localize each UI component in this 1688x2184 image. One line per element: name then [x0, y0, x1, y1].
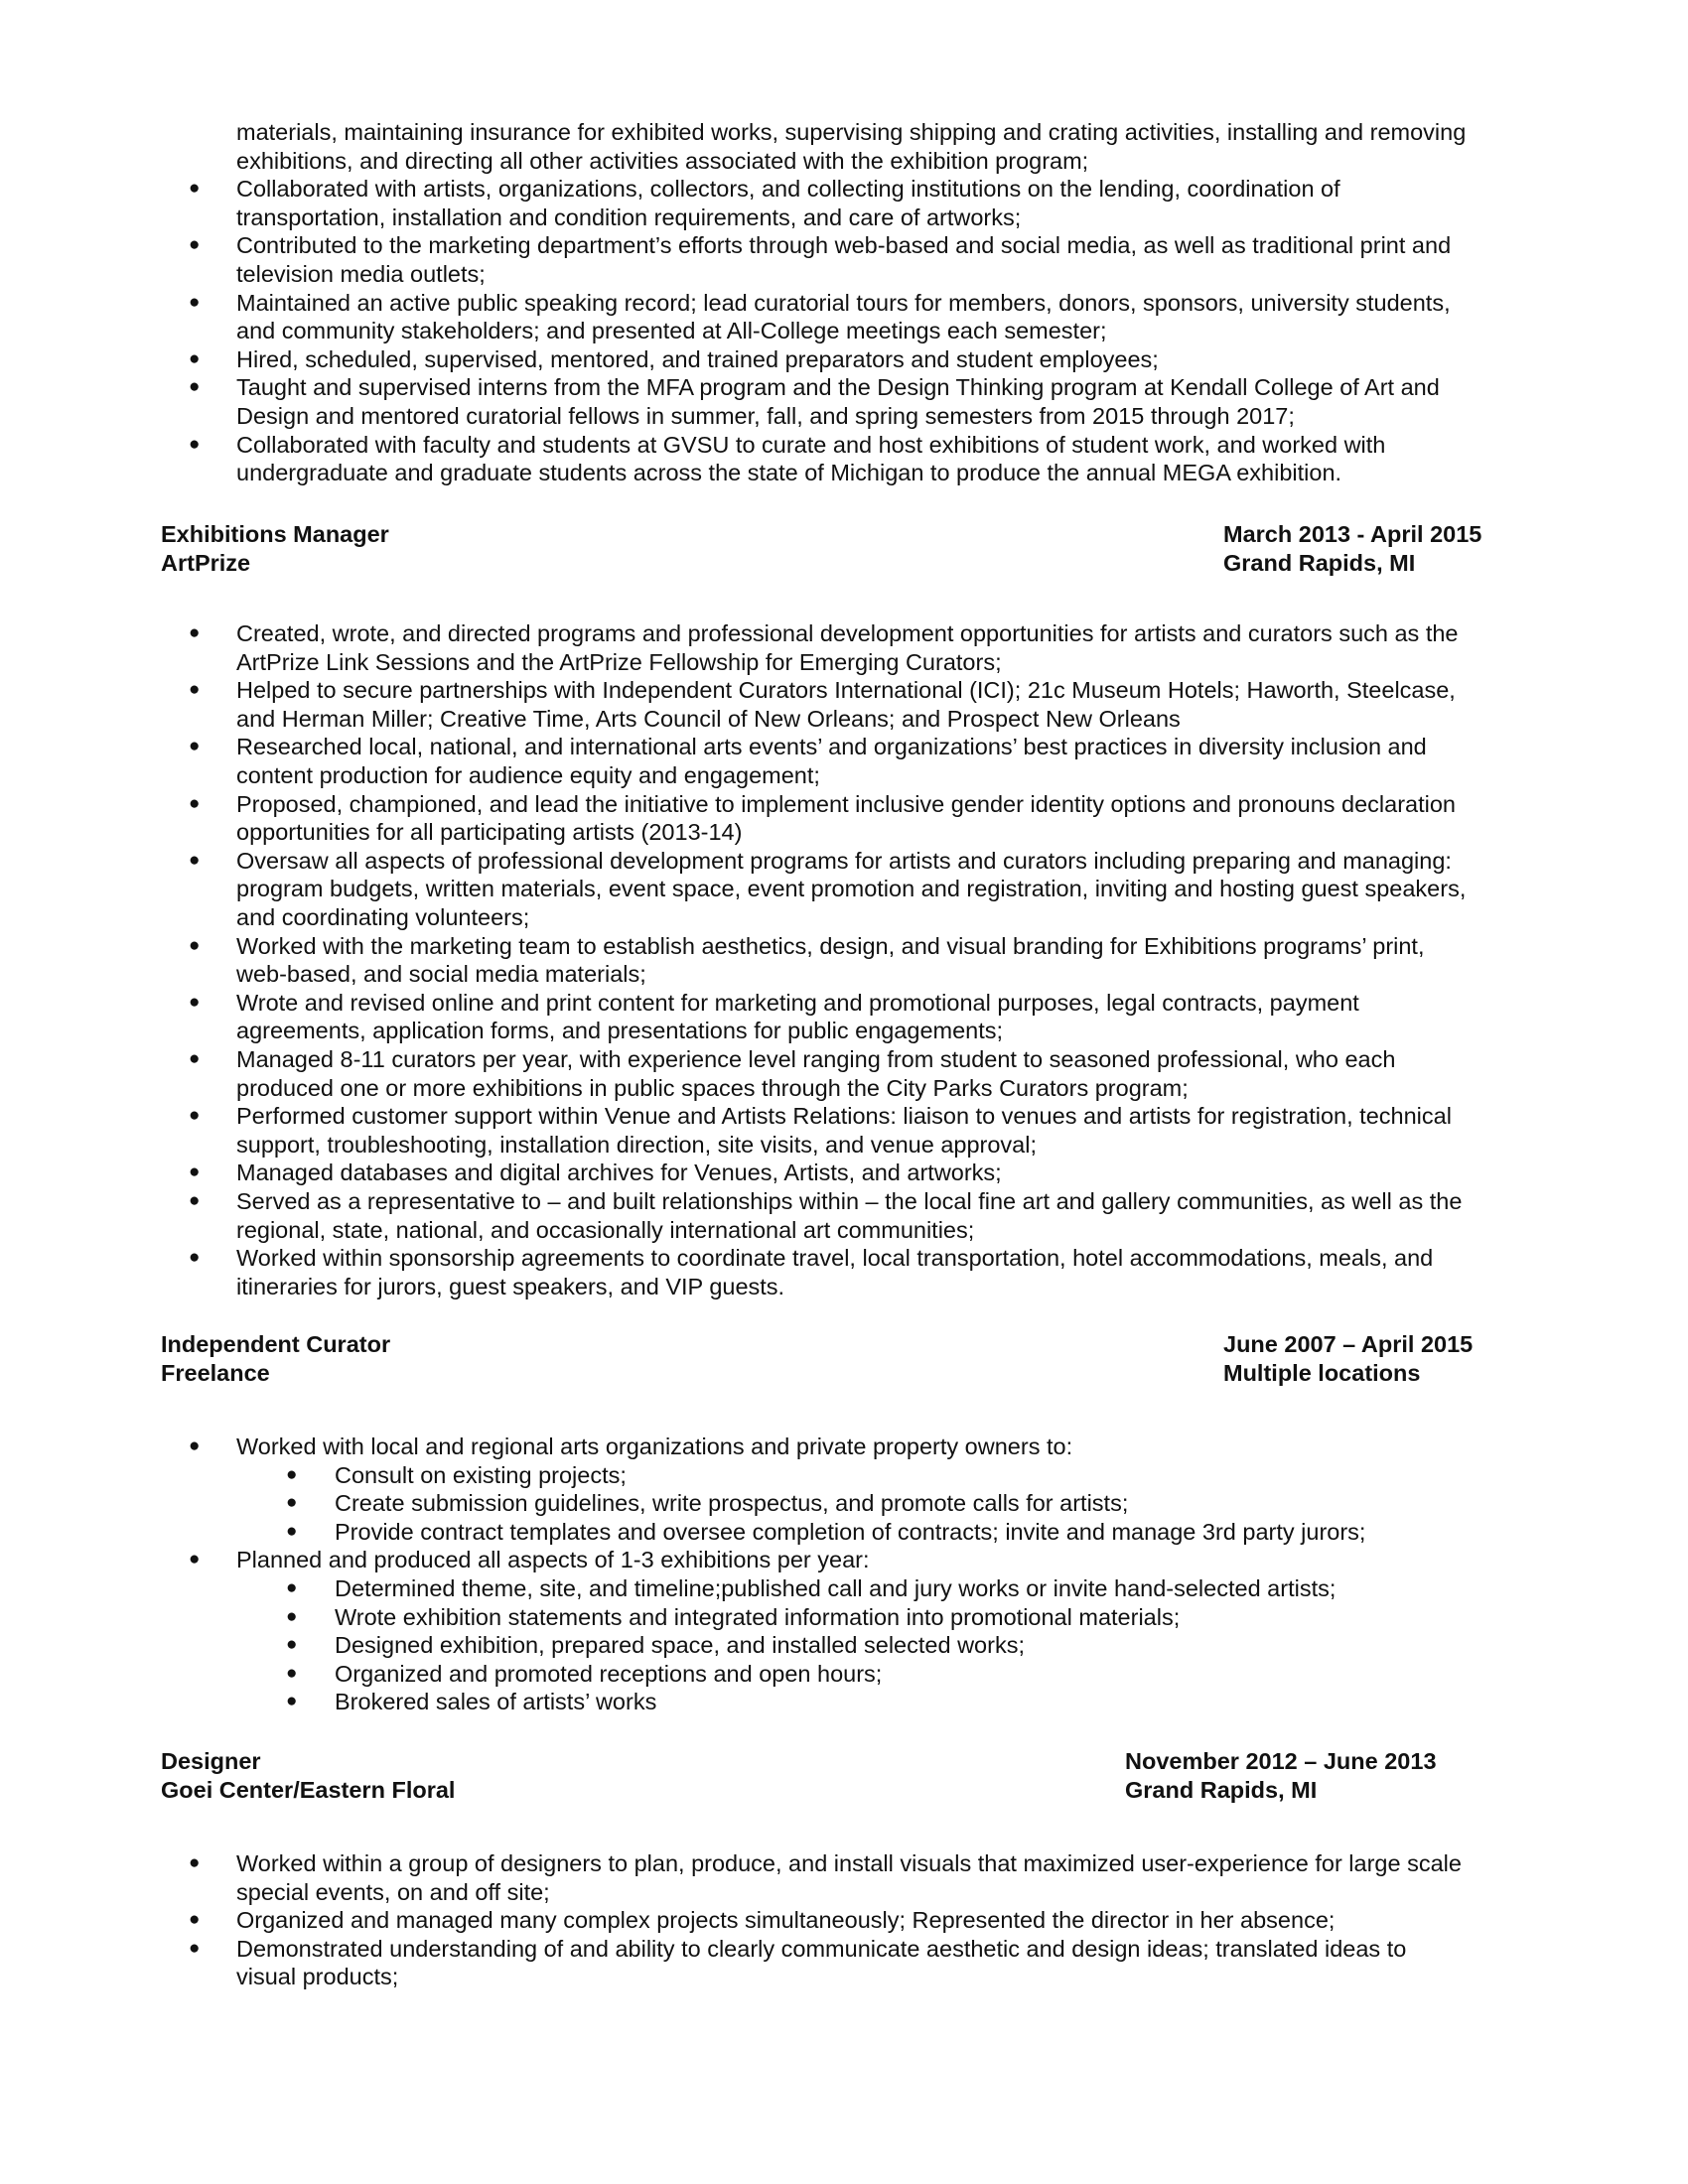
list-item-line: content production for audience equity and engagement; [236, 762, 820, 788]
bullet-dot: ● [189, 234, 201, 256]
list-item-line: Maintained an active public speaking record; lead curatorial tours for members, donors, sponsors, university students, [236, 289, 1451, 316]
bullet-dot: ● [189, 1105, 201, 1127]
list-item-line: Contributed to the marketing department’s efforts through web-based and social media, as well as traditional print and [236, 232, 1452, 259]
bullet-dot: ● [189, 1435, 201, 1456]
list-item-line: Design and mentored curatorial fellows in summer, fall, and spring semesters from 2015 through 2017; [236, 403, 1295, 429]
list-item-line: Served as a representative to – and built relationships within – the local fine art and gallery communities, as well as the [236, 1188, 1463, 1214]
bullet-dot: ● [286, 1662, 298, 1684]
list-item-line: Hired, scheduled, supervised, mentored, and trained preparators and student employees; [236, 345, 1159, 372]
job-title: Independent Curator [161, 1331, 391, 1357]
bullet-dot: ● [286, 1463, 298, 1485]
list-item-line: special events, on and off site; [236, 1878, 550, 1905]
list-item-line: and coordinating volunteers; [236, 904, 530, 930]
job-dates: June 2007 – April 2015 [1223, 1331, 1474, 1357]
job-location: Grand Rapids, MI [1223, 549, 1416, 576]
bullet-dot: ● [286, 1634, 298, 1656]
list-item-line: support, troubleshooting, installation direction, site visits, and venue approval; [236, 1131, 1037, 1158]
list-item-line: Planned and produced all aspects of 1-3 exhibitions per year: [236, 1547, 870, 1573]
list-item-line: television media outlets; [236, 261, 486, 287]
bullet-dot: ● [189, 1549, 201, 1570]
job-organization: ArtPrize [161, 549, 251, 576]
bullet-dot: ● [189, 433, 201, 455]
bullet-dot: ● [189, 347, 201, 369]
job-location: Multiple locations [1223, 1359, 1421, 1386]
job-dates: November 2012 – June 2013 [1125, 1748, 1437, 1774]
sub-list-item: Create submission guidelines, write prospectus, and promote calls for artists; [335, 1490, 1129, 1517]
list-item-line: transportation, installation and condition requirements, and care of artworks; [236, 204, 1022, 230]
bullet-dot: ● [189, 178, 201, 200]
bullet-dot: ● [189, 1161, 201, 1183]
list-item-line: Worked with local and regional arts organizations and private property owners to: [236, 1433, 1073, 1459]
list-item-line: Managed 8-11 curators per year, with experience level ranging from student to seasoned professional, who each [236, 1046, 1396, 1072]
bullet-dot: ● [189, 622, 201, 643]
bullet-dot: ● [189, 291, 201, 313]
list-item-line: ArtPrize Link Sessions and the ArtPrize Fellowship for Emerging Curators; [236, 648, 1002, 675]
list-item-line: Created, wrote, and directed programs and professional development opportunities for artists and curators such as the [236, 620, 1459, 646]
list-item-line: Proposed, championed, and lead the initiative to implement inclusive gender identity options and pronouns declaration [236, 790, 1457, 817]
intro-line: exhibitions, and directing all other activities associated with the exhibition program; [236, 147, 1089, 174]
list-item-line: Collaborated with faculty and students at GVSU to curate and host exhibitions of student work, and worked with [236, 431, 1386, 458]
list-item-line: Helped to secure partnerships with Independent Curators International (ICI); 21c Museum Hotels; Haworth, Steelcase, [236, 677, 1456, 704]
sub-list-item: Designed exhibition, prepared space, and installed selected works; [335, 1632, 1025, 1659]
list-item-line: produced one or more exhibitions in public spaces through the City Parks Curators program; [236, 1074, 1189, 1101]
bullet-dot: ● [189, 1190, 201, 1211]
sub-list-item: Organized and promoted receptions and open hours; [335, 1660, 883, 1687]
list-item-line: Collaborated with artists, organizations, collectors, and collecting institutions on the lending, coordination of [236, 176, 1340, 203]
sub-list-item: Determined theme, site, and timeline;published call and jury works or invite hand-selected artists; [335, 1575, 1336, 1601]
job-title: Designer [161, 1748, 261, 1774]
list-item-line: program budgets, written materials, event space, event promotion and registration, inviting and hosting guest speakers, [236, 876, 1467, 902]
bullet-dot: ● [189, 679, 201, 701]
bullet-dot: ● [286, 1691, 298, 1712]
sub-list-item: Consult on existing projects; [335, 1461, 627, 1488]
job-organization: Freelance [161, 1359, 270, 1386]
bullet-dot: ● [189, 1247, 201, 1269]
bullet-dot: ● [189, 1909, 201, 1931]
job-organization: Goei Center/Eastern Floral [161, 1776, 456, 1803]
bullet-dot: ● [189, 736, 201, 757]
bullet-dot: ● [189, 934, 201, 956]
list-item-line: Managed databases and digital archives for Venues, Artists, and artworks; [236, 1160, 1002, 1186]
job-title: Exhibitions Manager [161, 521, 389, 547]
bullet-dot: ● [189, 376, 201, 398]
list-item-line: Researched local, national, and international arts events’ and organizations’ best practices in diversity inclusion and [236, 734, 1427, 760]
list-item-line: web-based, and social media materials; [236, 961, 646, 988]
bullet-dot: ● [189, 1852, 201, 1873]
job-location: Grand Rapids, MI [1125, 1776, 1318, 1803]
list-item-line: Worked within a group of designers to plan, produce, and install visuals that maximized user-experience for large scale [236, 1850, 1462, 1876]
list-item-line: Demonstrated understanding of and ability to clearly communicate aesthetic and design ideas; translated ideas to [236, 1935, 1407, 1962]
bullet-dot: ● [189, 792, 201, 814]
bullet-dot: ● [189, 991, 201, 1013]
sub-list-item: Provide contract templates and oversee completion of contracts; invite and manage 3rd party jurors; [335, 1518, 1366, 1545]
list-item-line: and community stakeholders; and presented at All-College meetings each semester; [236, 318, 1107, 344]
sub-list-item: Wrote exhibition statements and integrated information into promotional materials; [335, 1603, 1181, 1630]
bullet-dot: ● [189, 1937, 201, 1959]
list-item-line: undergraduate and graduate students across the state of Michigan to produce the annual MEGA exhibition. [236, 460, 1342, 486]
bullet-dot: ● [286, 1492, 298, 1514]
sub-list-item: Brokered sales of artists’ works [335, 1689, 657, 1715]
list-item-line: Taught and supervised interns from the MFA program and the Design Thinking program at Kendall College of Art and [236, 374, 1440, 401]
bullet-dot: ● [286, 1605, 298, 1627]
list-item-line: Worked with the marketing team to establish aesthetics, design, and visual branding for Exhibitions programs’ print, [236, 932, 1425, 959]
list-item-line: agreements, application forms, and presentations for public engagements; [236, 1018, 1004, 1044]
list-item-line: Worked within sponsorship agreements to coordinate travel, local transportation, hotel accommodations, meals, and [236, 1245, 1434, 1272]
intro-line: materials, maintaining insurance for exhibited works, supervising shipping and crating activities, installing and removing [236, 119, 1467, 145]
bullet-dot: ● [286, 1520, 298, 1542]
list-item-line: regional, state, national, and occasionally international art communities; [236, 1216, 975, 1243]
list-item-line: Performed customer support within Venue and Artists Relations: liaison to venues and artists for registration, technical [236, 1103, 1452, 1130]
list-item-line: Wrote and revised online and print content for marketing and promotional purposes, legal contracts, payment [236, 989, 1359, 1016]
job-dates: March 2013 - April 2015 [1223, 521, 1482, 547]
list-item-line: visual products; [236, 1964, 399, 1990]
list-item-line: and Herman Miller; Creative Time, Arts Council of New Orleans; and Prospect New Orleans [236, 705, 1181, 732]
bullet-dot: ● [286, 1577, 298, 1598]
list-item-line: Organized and managed many complex projects simultaneously; Represented the director in her absence; [236, 1907, 1336, 1934]
list-item-line: Oversaw all aspects of professional development programs for artists and curators including preparing and managing: [236, 847, 1452, 874]
bullet-dot: ● [189, 1048, 201, 1069]
list-item-line: itineraries for jurors, guest speakers, and VIP guests. [236, 1273, 785, 1299]
list-item-line: opportunities for all participating artists (2013-14) [236, 819, 743, 846]
bullet-dot: ● [189, 849, 201, 871]
